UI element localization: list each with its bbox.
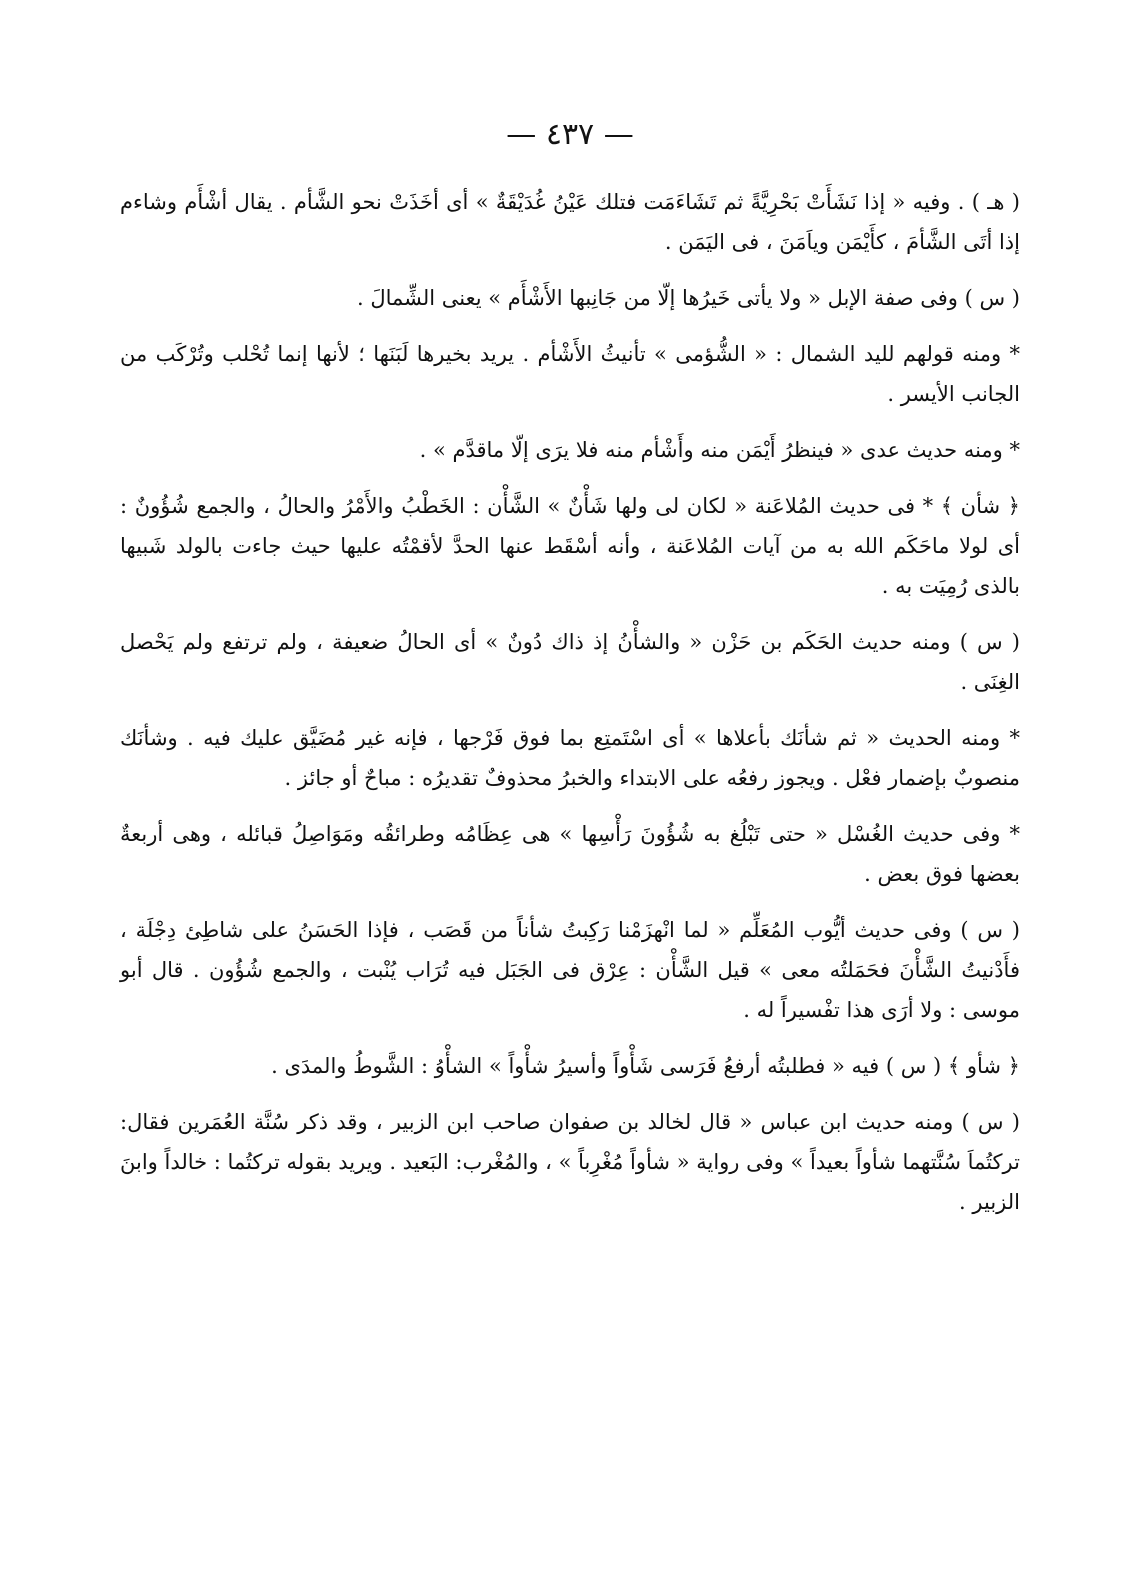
paragraph-5-entry-shaan: ﴿ شأن ﴾ * فى حديث المُلاعَنة « لكان لى ولها شَأْنٌ » الشَّأْن : الخَطْبُ والأَمْرُ والحالُ ، والجمع شُؤُونٌ : أى لولا ماحَكَم الله به من آيات المُلاعَنة ، وأنه أسْقَط عنها الحدَّ لأقمْتُه عليها حيث جاءت بالولد شَبيها بالذى رُمِيَت به . [120,494,1020,598]
paragraph-6: ( س ) ومنه حديث الحَكَم بن حَزْن « والشأْنُ إذ ذاك دُونٌ » أى الحالُ ضعيفة ، ولم ترتفع ولم يَحْصل الغِنَى . [120,630,1020,694]
paragraph-2: ( س ) وفى صفة الإبل « ولا يأتى خَيرُها إلّا من جَانِبها الأَشْأَم » يعنى الشِّمالَ . [357,286,1020,310]
paragraph-4: * ومنه حديث عدى « فينظرُ أَيْمَن منه وأَشْأم منه فلا يرَى إلّا ماقدَّم » . [419,438,1020,462]
paragraph-8: * وفى حديث الغُسْل « حتى تَبْلُغ به شُؤُونَ رَأْسِها » هى عِظَامُه وطرائقُه ومَوَاصِلُ قبائله ، وهى أربعةٌ بعضها فوق بعض . [120,822,1020,886]
book-page [120,100,1020,1500]
page-number: — ٤٣٧ — [506,117,634,152]
paragraph-10-entry-shaw: ﴿ شأو ﴾ ( س ) فيه « فطلبتُه أرفعُ فَرَسى شَأْواً وأسيرُ شأْواً » الشأْوُ : الشَّوطُ والمدَى . [271,1054,1020,1078]
paragraph-1: ( هـ ) . وفيه « إذا نَشَأَتْ بَحْرِيَّةً ثم تَشَاءَمَت فتلك عَيْنُ غُدَيْقَةٌ » أى أخَذَتْ نحو الشَّأم . يقال أشْأَم وشاءم إذا أتَى الشَّأمَ ، كأَيْمَن وياَمَنَ ، فى اليَمَن . [120,190,1020,254]
paragraph-9: ( س ) وفى حديث أيُّوب المُعَلِّم « لما انْهزَمْنا رَكِبتُ شأناً من قَصَب ، فإذا الحَسَنُ على شاطِئ دِجْلَة ، فأَدْنيتُ الشَّأْنَ فحَمَلتُه معى » قيل الشَّأْن : عِرْق فى الجَبَل فيه تُرَاب يُنْبت ، والجمع شُؤُون . قال أبو موسى : ولا أرَى هذا تفْسيراً له . [120,918,1020,1022]
paragraph-7: * ومنه الحديث « ثم شأنَك بأعلاها » أى اسْتَمتِع بما فوق فَرْجها ، فإنه غير مُضَيَّق عليك فيه . وشأنَك منصوبٌ بإضمار فعْل . ويجوز رفعُه على الابتداء والخبرُ محذوفٌ تقديرُه : مباحٌ أو جائز . [120,726,1020,790]
paragraph-3: * ومنه قولهم لليد الشمال : « الشُّؤمى » تأنيثُ الأَشْأم . يريد بخيرها لَبَنَها ؛ لأنها إنما تُحْلب وتُرْكَب من الجانب الأيسر . [120,342,1020,406]
paragraph-11: ( س ) ومنه حديث ابن عباس « قال لخالد بن صفوان صاحب ابن الزبير ، وقد ذكر سُنَّة العُمَرين فقال: تركتُماَ سُنَّتهما شأواً بعيداً » وفى رواية « شأواً مُغْرِباً » ، والمُغْرب: البَعيد . ويريد بقوله تركتُما : خالداً وابنَ الزبير . [120,1110,1020,1214]
